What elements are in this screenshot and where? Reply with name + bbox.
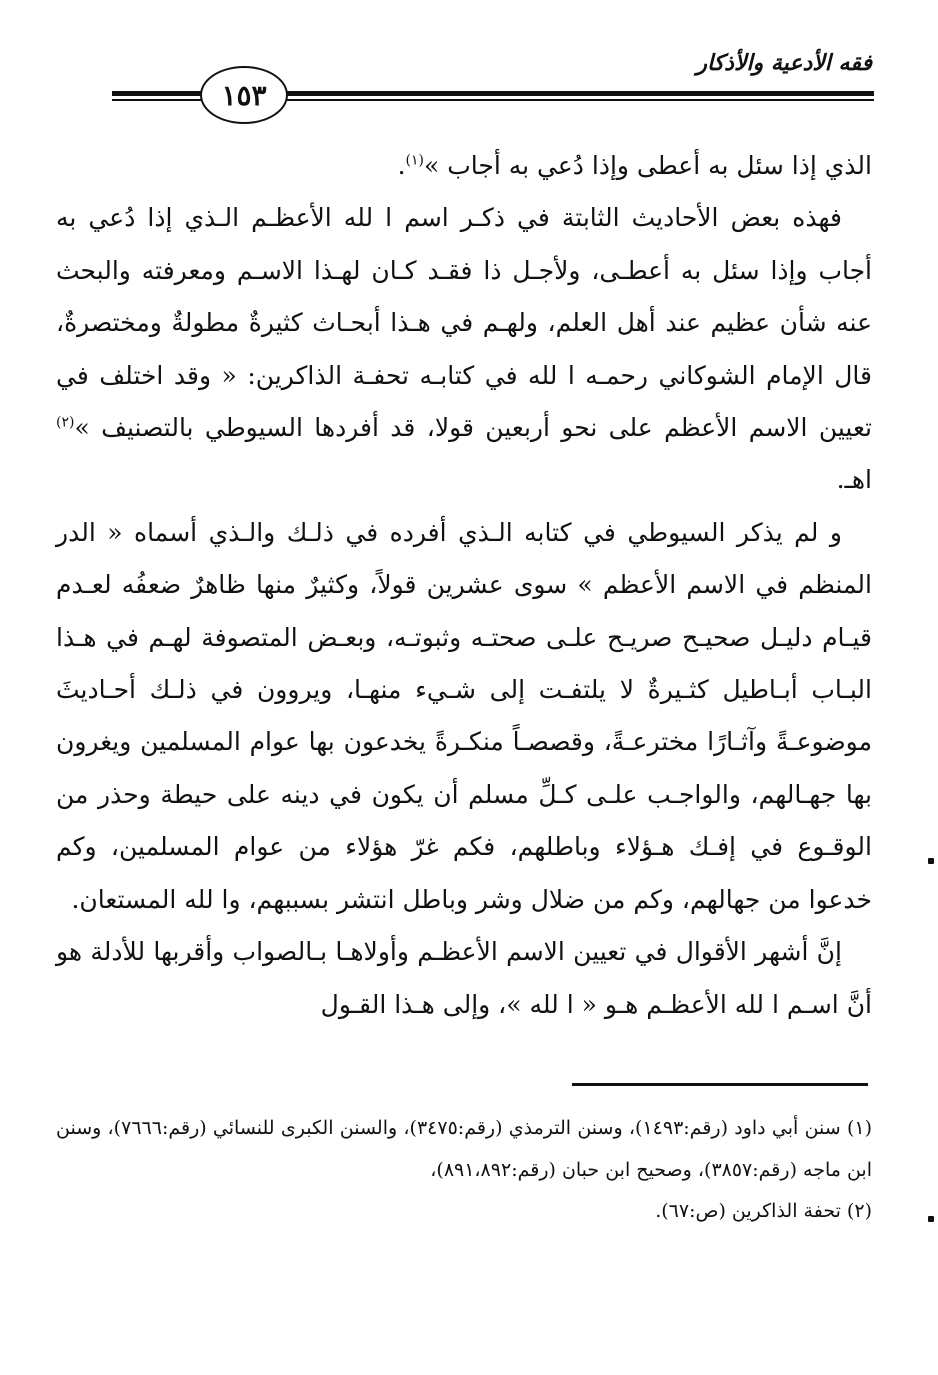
margin-speck [928,1216,934,1222]
paragraph-tail: اهـ. [836,465,872,495]
footnote-1: (١) سنن أبي داود (رقم:١٤٩٣)، وسنن الترمذي (رقم:٣٤٧٥)، والسنن الكبرى للنسائي (رقم:٧٦٦٦)، وسنن ابن ماجه (رقم:٣٨٥٧)، وصحيح ابن حبان (رقم:٨٩١،٨٩٢)، [56,1117,872,1181]
main-text [56,140,872,1031]
footnotes [56,1108,872,1233]
margin-speck [928,858,934,864]
paragraph-text: الذي إذا سئل به أعطى وإذا دُعي به أجاب » [424,151,872,180]
paragraph-1 [56,140,872,192]
footnote-reference: (١) [405,152,424,169]
paragraph-2 [56,192,872,506]
paragraph-tail: . [397,151,406,180]
page-number-badge: ١٥٣ [200,66,288,124]
paragraph-3 [56,507,872,926]
footnote-2: (٢) تحفة الذاكرين (ص:٦٧). [655,1200,872,1222]
footnote-reference: (٢) [56,414,75,431]
paragraph-text: فهذه بعض الأحاديث الثابتة في ذكـر اسم ا لله الأعظـم الـذي إذا دُعي به أجاب وإذا سئل به أعطـى، ولأجـل ذا فقـد كـان لهـذا الاسـم ومعرفته والبحث عنه شأن عظيم عند أهل العلم، ولهـم في هـذا أبحـاث كثيرةٌ مطولةٌ ومختصرةٌ، قال الإمام الشوكاني رحمـه ا لله في كتابـه تحفـة الذاكرين: « وقد اختلف في تعيين الاسم الأعظم على نحو أربعين قولا، قد أفردها السيوطي بالتصنيف » [56,203,872,443]
footnote-separator [572,1083,868,1086]
paragraph-4 [56,926,872,1031]
paragraph-text: إنَّ أشهر الأقوال في تعيين الاسم الأعظـم وأولاهـا بـالصواب وأقربها للأدلة هو أنَّ اسـم ا لله الأعظـم هـو « ا لله »، وإلى هـذا القـول [56,937,872,1019]
paragraph-text: و لم يذكر السيوطي في كتابه الـذي أفرده في ذلـك والـذي أسماه « الدر المنظم في الاسم الأعظم » سوى عشرين قولاً، وكثيرٌ منها ظاهرٌ ضعفُه لعـدم قيـام دليـل صحيـح صريـح علـى صحتـه وثبوتـه، وبعـض المتصوفة لهـم في هـذا البـاب أبـاطيل كثـيرةٌ لا يلتفـت إلى شـيء منهـا، ويروون في ذلـك أحـاديثَ موضوعـةً وآثـارًا مخترعـةً، وقصصـاً منكـرةً يخدعون بها عوام المسلمين ويغرون بها جهـالهم، والواجـب علـى كـلِّ مسلم أن يكون في دينه على حيطة وحذر من الوقـوع في إفـك هـؤلاء وباطلهم، فكم غرّ هؤلاء من عوام المسلمين، وكم خدعوا من جهالهم، وكم من ضلال وشر وباطل انتشر بسببهم، وا لله المستعان. [56,517,872,914]
running-header-title: فقه الأدعية والأذكار [696,50,872,76]
